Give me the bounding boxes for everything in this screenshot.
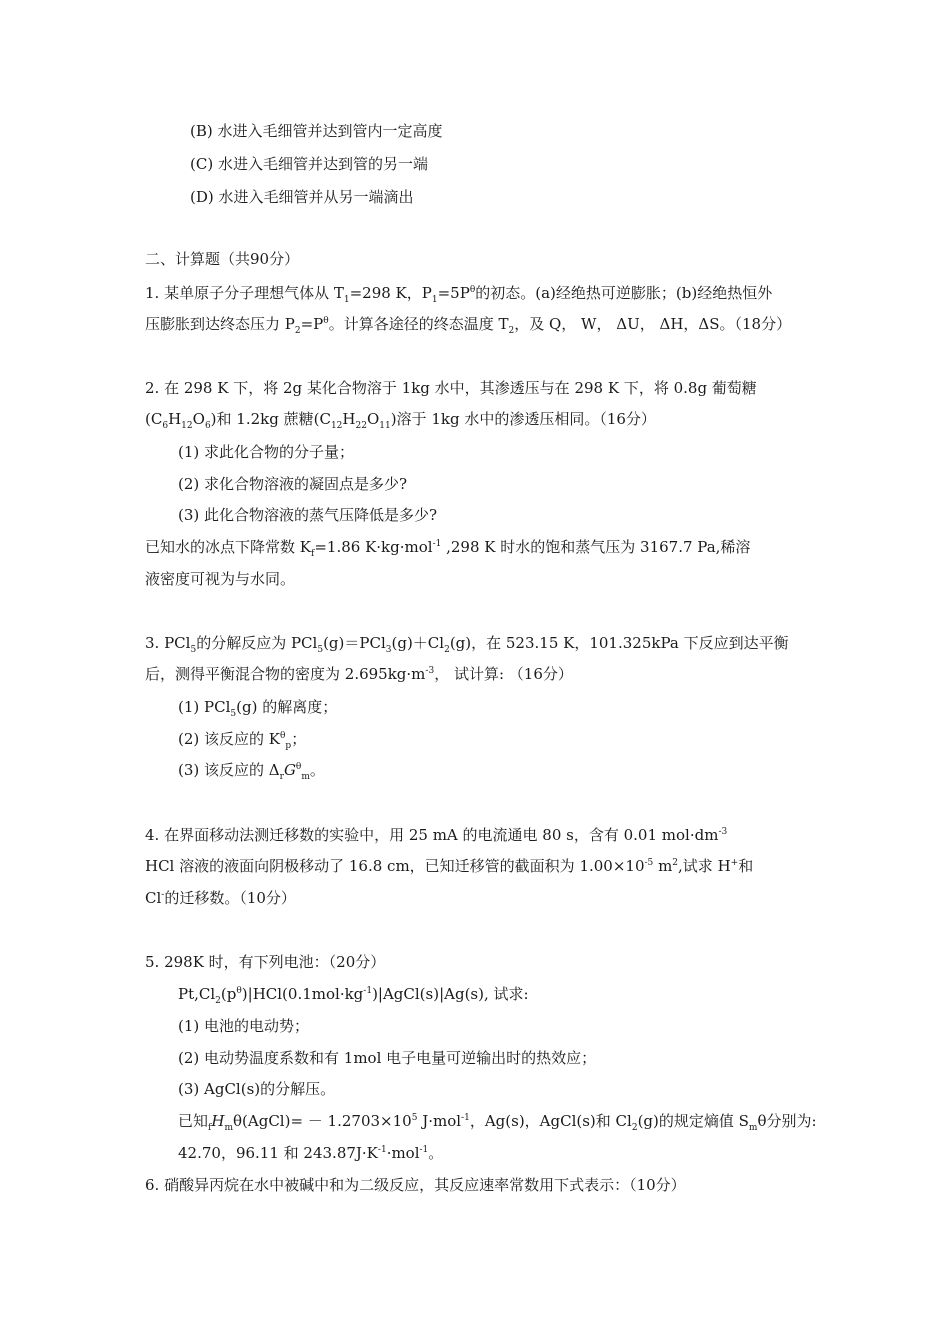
q1-line2: 压膨胀到达终态压力 $P_2=P^\theta$。计算各途径的终态温度 $T_2$，及 Q， W， ΔU， ΔH，ΔS。（18分） <box>145 315 792 336</box>
q5-line1: 5. 298K 时，有下列电池：（20分） <box>145 953 386 971</box>
q6-line1: 6. 硝酸异丙烷在水中被碱中和为二级反应，其反应速率常数用下式表示：（10分） <box>145 1176 686 1194</box>
q3-line1: 3. PCl$_5$的分解反应为 $PCl_5(g)=PCl_3(g)+Cl_2(g)$，在 523.15 K，101.325kPa 下反应到达平衡 <box>145 634 789 655</box>
q4-line2: HCl 溶液的液面向阴极移动了 16.8 cm，已知迁移管的截面积为 $1.00\times 10^{-5}$ $m^2$,试求 H+和 <box>145 857 754 875</box>
q3-sub1: (1) PCl$_5$(g) 的解离度； <box>178 698 338 719</box>
q5-sub1: (1) 电池的电动势； <box>178 1017 310 1035</box>
q5-sub3: (3) AgCl(s)的分解压。 <box>178 1080 336 1098</box>
q5-cell: $Pt,Cl_2(p^\theta)|HCl(0.1mol\cdot kg^{-1})|AgCl(s)|Ag(s)$, 试求: <box>178 985 529 1006</box>
q2-line3: 已知水的冰点下降常数 $K_f=1.86$ K·kg·mol$^{-1}$ ,298 K 时水的饱和蒸气压为 3167.7 Pa,稀溶 <box>145 538 751 559</box>
q2-sub2: (2) 求化合物溶液的凝固点是多少? <box>178 475 408 493</box>
q5-known: 已知$_fH_m\theta(AgCl)= - 1.2703\times 10^5$ J·mol$^{-1}$，Ag(s)，AgCl(s)和 $Cl_2(g)$的规定熵值 $S_m\theta$分别为: <box>178 1112 817 1133</box>
q1-line1: 1. 某单原子分子理想气体从 $T_1=298$ K，$P_1=5P^\theta$的初态。(a)经绝热可逆膨胀；(b)经绝热恒外 <box>145 284 773 305</box>
q4-line3: Cl-的迁移数。（10分） <box>145 889 296 907</box>
q2-sub1: (1) 求此化合物的分子量； <box>178 443 355 461</box>
q2-line4: 液密度可视为与水同。 <box>145 570 296 588</box>
option-d: (D) 水进入毛细管并从另一端滴出 <box>190 188 414 206</box>
option-b: (B) 水进入毛细管并达到管内一定高度 <box>190 122 443 140</box>
q3-sub3: (3) 该反应的 $\Delta_rG^\theta_m$。 <box>178 761 325 782</box>
q3-sub2: (2) 该反应的 $K^\theta_p$； <box>178 730 307 751</box>
q2-line1: 2. 在 298 K 下，将 2g 某化合物溶于 1kg 水中，其渗透压与在 298 K 下，将 0.8g 葡萄糖 <box>145 379 757 397</box>
section-title: 二、计算题（共90分） <box>145 250 300 268</box>
q2-line2: $(C_6H_{12}O_6)$和 1.2kg 蔗糖$(C_{12}H_{22}O_{11})$溶于 1kg 水中的渗透压相同。（16分） <box>145 410 656 431</box>
q3-line2: 后，测得平衡混合物的密度为 $2.695kg\cdot m^{-3}$， 试计算: （16分） <box>145 665 573 683</box>
q5-values: 42.70，96.11 和 $243.87J\cdot K^{-1}\cdot mol^{-1}$。 <box>178 1144 444 1162</box>
q5-sub2: (2) 电动势温度系数和有 1mol 电子电量可逆输出时的热效应； <box>178 1049 597 1067</box>
q2-sub3: (3) 此化合物溶液的蒸气压降低是多少? <box>178 506 438 524</box>
q4-line1: 4. 在界面移动法测迁移数的实验中，用 25 mA 的电流通电 80 s，含有 0.01 $mol\cdot dm^{-3}$ <box>145 826 728 844</box>
option-c: (C) 水进入毛细管并达到管的另一端 <box>190 155 428 173</box>
